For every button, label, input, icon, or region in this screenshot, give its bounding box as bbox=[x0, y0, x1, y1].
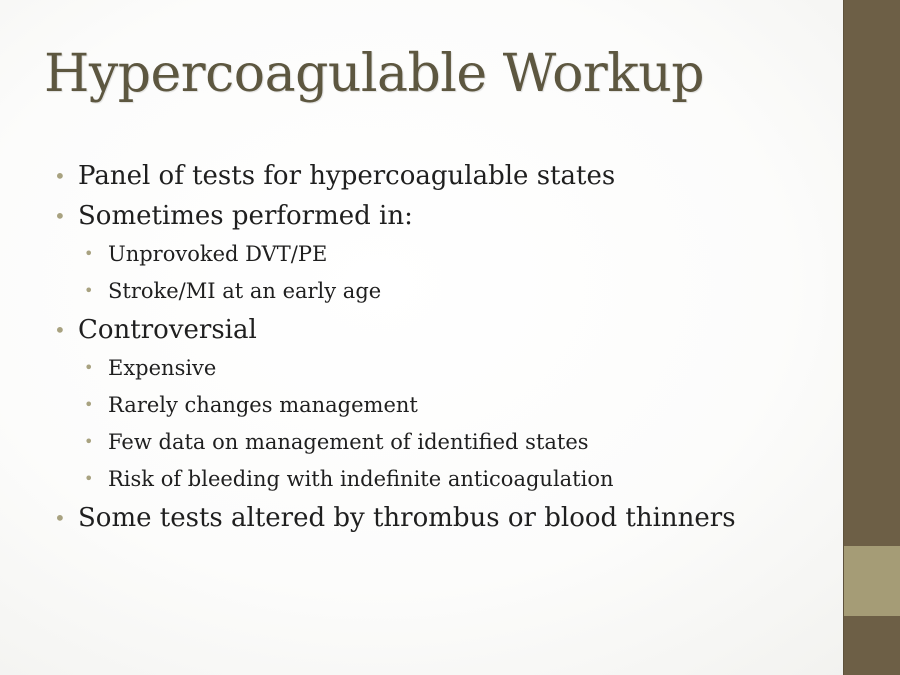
bullet-text: Risk of bleeding with indefinite anticoagulation bbox=[108, 467, 614, 491]
bullet-text: Panel of tests for hypercoagulable states bbox=[78, 161, 616, 191]
bullet-dot-icon: • bbox=[54, 506, 66, 530]
bullet-dot-icon: • bbox=[84, 244, 94, 263]
bullet-dot-icon: • bbox=[54, 164, 66, 188]
bullet-text: Controversial bbox=[78, 315, 257, 345]
bullet-text: Some tests altered by thrombus or blood thinners bbox=[78, 503, 736, 533]
sub-bullet-item bbox=[54, 238, 736, 270]
bullet-text: Few data on management of identified states bbox=[108, 430, 589, 454]
bullet-text: Unprovoked DVT/PE bbox=[108, 242, 328, 266]
sub-bullet-item bbox=[54, 275, 736, 307]
bullet-dot-icon: • bbox=[54, 204, 66, 228]
bullet-text: Sometimes performed in: bbox=[78, 201, 413, 231]
sub-bullet-item bbox=[54, 352, 736, 384]
bullet-item bbox=[54, 198, 736, 235]
bullet-dot-icon: • bbox=[84, 281, 94, 300]
sub-bullet-item bbox=[54, 463, 736, 495]
bullet-dot-icon: • bbox=[84, 432, 94, 451]
bullet-list bbox=[54, 158, 736, 540]
bullet-text: Expensive bbox=[108, 356, 217, 380]
bullet-item bbox=[54, 312, 736, 349]
bullet-dot-icon: • bbox=[84, 358, 94, 377]
bullet-text: Stroke/MI at an early age bbox=[108, 279, 382, 303]
slide-title: Hypercoagulable Workup bbox=[44, 44, 705, 104]
bullet-dot-icon: • bbox=[54, 318, 66, 342]
bullet-text: Rarely changes management bbox=[108, 393, 418, 417]
bullet-dot-icon: • bbox=[84, 469, 94, 488]
bullet-item bbox=[54, 500, 736, 537]
sub-bullet-item bbox=[54, 426, 736, 458]
sub-bullet-item bbox=[54, 389, 736, 421]
bullet-dot-icon: • bbox=[84, 395, 94, 414]
bullet-item bbox=[54, 158, 736, 195]
decorative-band-accent bbox=[844, 546, 900, 616]
